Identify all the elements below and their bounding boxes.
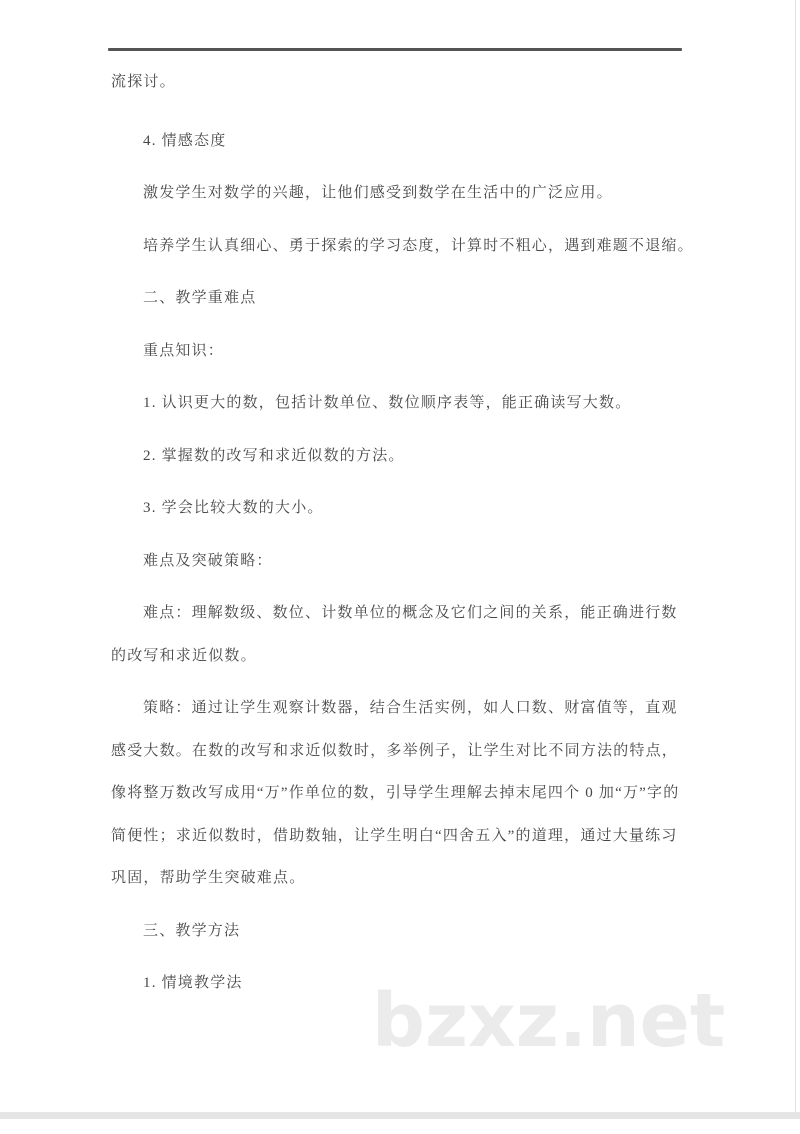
text-line: 3. 学会比较大数的大小。 xyxy=(143,500,324,516)
text-line: 三、教学方法 xyxy=(143,922,241,939)
paragraph xyxy=(111,487,691,530)
paragraph xyxy=(111,172,691,215)
text-line: 简便性；求近似数时，借助数轴，让学生明白“四舍五入”的道理，通过大量练习 xyxy=(111,827,678,844)
text-line: 1. 认识更大的数，包括计数单位、数位顺序表等，能正确读写大数。 xyxy=(143,395,632,411)
text-line: 4. 情感态度 xyxy=(143,132,227,149)
paragraph xyxy=(111,120,691,163)
paragraph xyxy=(111,61,691,104)
text-line: 激发学生对数学的兴趣，让他们感受到数学在生活中的广泛应用。 xyxy=(143,185,613,201)
text-line: 巩固，帮助学生突破难点。 xyxy=(111,870,306,886)
text-line: 策略：通过让学生观察计数器，结合生活实例，如人口数、财富值等，直观 xyxy=(143,700,678,716)
paragraph xyxy=(111,910,691,953)
page-top-rule xyxy=(108,48,682,51)
paragraph xyxy=(111,540,691,583)
text-line: 培养学生认真细心、勇于探索的学习态度，计算时不粗心，遇到难题不退缩。 xyxy=(143,237,694,254)
text-line: 的改写和求近似数。 xyxy=(111,647,257,664)
text-line: 二、教学重难点 xyxy=(143,290,257,306)
paragraph xyxy=(111,382,691,425)
page-right-edge-line xyxy=(795,0,796,1112)
text-line: 难点：理解数级、数位、计数单位的概念及它们之间的关系，能正确进行数 xyxy=(143,605,678,621)
text-line: 像将整万数改写成用“万”作单位的数，引导学生理解去掉末尾四个 0 加“万”字的 xyxy=(111,785,680,801)
paragraph xyxy=(111,225,694,268)
paragraph xyxy=(111,435,691,478)
text-line: 感受大数。在数的改写和求近似数时，多举例子，让学生对比不同方法的特点， xyxy=(111,742,679,759)
text-line: 流探讨。 xyxy=(111,74,176,90)
paragraph xyxy=(111,592,691,677)
paragraph xyxy=(111,330,691,373)
paragraph xyxy=(111,687,691,900)
document-body xyxy=(111,61,694,1015)
text-line: 1. 情境教学法 xyxy=(143,975,243,991)
page-separator xyxy=(0,1112,800,1119)
text-line: 难点及突破策略： xyxy=(143,552,273,569)
watermark: bzxz.net xyxy=(372,978,726,1064)
text-line: 2. 掌握数的改写和求近似数的方法。 xyxy=(143,447,405,464)
paragraph xyxy=(111,277,691,320)
text-line: 重点知识： xyxy=(143,342,225,359)
